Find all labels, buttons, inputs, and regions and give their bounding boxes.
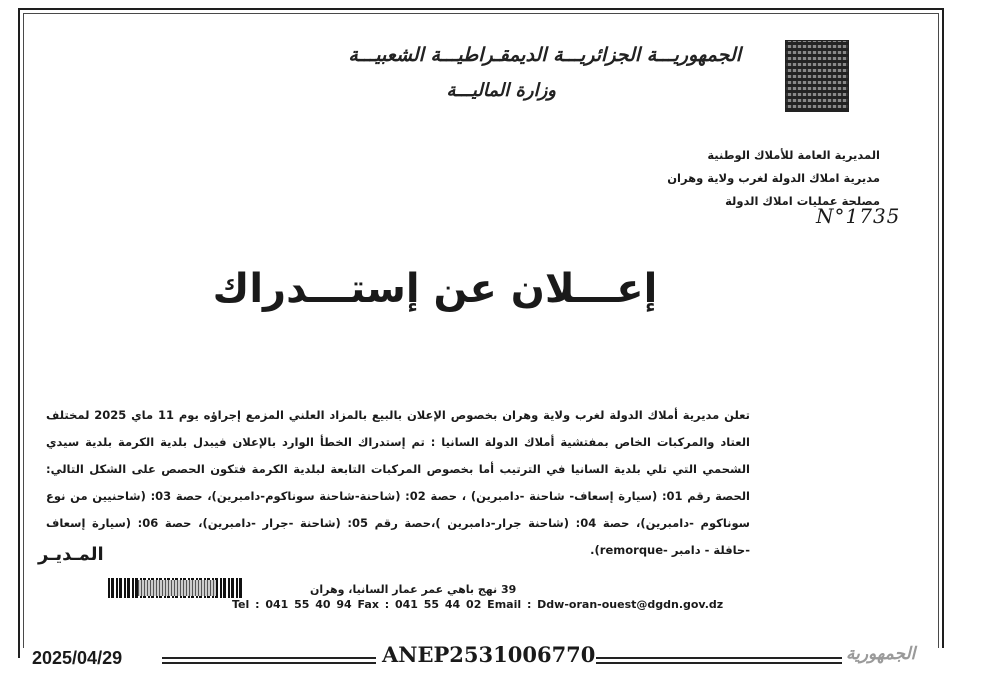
contact-line: Tel : 041 55 40 94 Fax : 041 55 44 02 Email : Ddw-oran-ouest@dgdn.gov.dz (232, 598, 724, 611)
announcement-body: تعلن مديرية أملاك الدولة لغرب ولاية وهران بخصوص الإعلان بالبيع بالمزاد العلني المزمع إجراؤه يوم 11 ماي 2025 لمختلف العتاد والمركبات الخاص بمفتشية أملاك الدولة السانيا : تم إستدراك الخطأ الوارد بالإعلان فيبدل بلدية الكرمة بلدية سيدي الشحمي التي تلي بلدية السانيا في الترتيب أما بخصوص المركبات التابعة لبلدية الكرمة فتكون الحصص على الشكل التالي: الحصة رقم 01: (سيارة إسعاف- شاحنة -دامبرين) ، حصة 02: (شاحنة-شاحنة سوناكوم-دامبرين)، حصة 03: (شاحنيين من نوع سوناكوم -دامبرين)، حصة 04: (شاحنة جرار-دامبرين )،حصة رقم 05: (شاحنة -جرار -دامبرين)، حصة 06: (سيارة إسعاف -حافلة - دامبر -remorque). (46, 408, 750, 557)
postal-address: 39 نهج باهي عمر عمار السانيا، وهران (310, 583, 517, 596)
newspaper-logo: الجمهورية (846, 644, 916, 664)
authority-line-2: مديرية املاك الدولة لغرب ولاية وهران (667, 171, 880, 185)
footer-rule-right (596, 657, 842, 664)
announcement-headline: إعـــلان عن إستـــدراك (212, 266, 658, 312)
reference-number: N°1735 (816, 204, 901, 228)
republic-title: الجمهوريـــة الجزائريـــة الديمقـراطيـــة الشعبيـــة (348, 44, 741, 66)
director-signature: المـديـر (38, 544, 104, 565)
footer-rule-left (162, 657, 376, 664)
anep-code: ANEP2531006770 (382, 642, 596, 667)
authority-line-1: المديرية العامة للأملاك الوطنية (707, 148, 880, 162)
authority-line-3: مصلحة عمليات املاك الدولة (725, 194, 880, 208)
publication-footer (18, 642, 948, 672)
ministry-title: وزارة الماليـــة (446, 80, 556, 101)
barcode-icon (108, 578, 243, 598)
publication-date: 2025/04/29 (32, 648, 123, 668)
issuing-authority (667, 144, 880, 213)
qr-code-icon (785, 40, 849, 112)
